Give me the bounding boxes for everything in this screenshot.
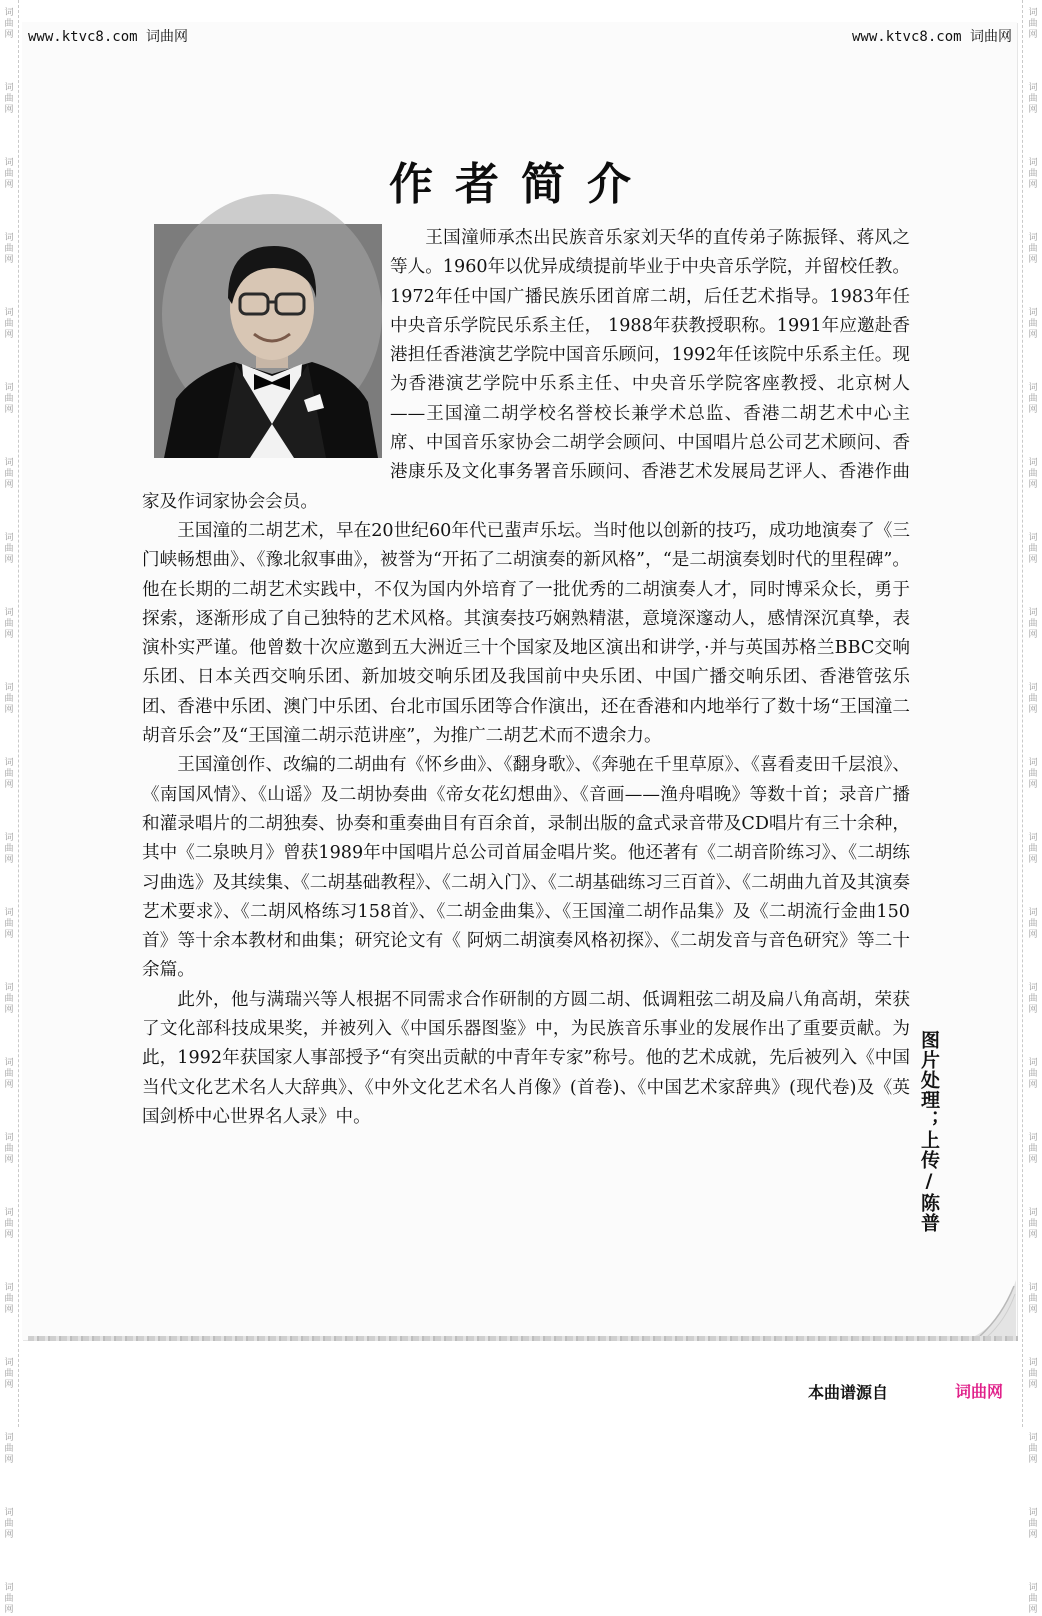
watermark-char: 曲	[1028, 1069, 1038, 1079]
watermark-unit	[1028, 458, 1037, 491]
watermark-char: 曲	[1028, 769, 1038, 779]
watermark-char: 词	[1028, 158, 1038, 168]
watermark-char: 曲	[1028, 994, 1038, 1004]
watermark-char: 网	[1028, 705, 1038, 715]
watermark-char: 词	[4, 308, 14, 318]
source-brand-link[interactable]: 词曲网	[955, 1382, 1004, 1401]
header-url-right[interactable]: www.ktvc8.com	[851, 29, 962, 45]
watermark-unit	[1028, 1508, 1037, 1541]
watermark-char: 词	[1028, 758, 1038, 768]
watermark-char: 词	[1028, 908, 1038, 918]
watermark-unit	[4, 908, 13, 941]
watermark-unit	[4, 1058, 13, 1091]
watermark-char: 网	[1028, 405, 1038, 415]
watermark-char: 词	[1028, 83, 1038, 93]
watermark-char: 网	[4, 705, 14, 715]
bio-paragraph-3: 王国潼创作、改编的二胡曲有《怀乡曲》、《翻身歌》、《奔驰在千里草原》、《喜看麦田千层浪》、《南国风情》、《山谣》及二胡协奏曲《帝女花幻想曲》、《音画——渔舟唱晚》等数十首；录音广播和灌录唱片的二胡独奏、协奏和重奏曲目有百余首，录制出版的盒式录音带及CD唱片有三十余种，其中《二泉映月》曾获1989年中国唱片总公司首届金唱片奖。他还著有《二胡音阶练习》、《二胡练习曲选》及其续集、《二胡基础教程》、《二胡入门》、《二胡基础练习三百首》、《二胡曲九首及其演奏艺术要求》、《二胡风格练习158首》、《二胡金曲集》、《王国潼二胡作品集》及《二胡流行金曲150首》等十余本教材和曲集；研究论文有《 阿炳二胡演奏风格初探》、《二胡发音与音色研究》等二十余篇。	[142, 755, 910, 981]
watermark-char: 曲	[1028, 1369, 1038, 1379]
watermark-char: 网	[4, 630, 14, 640]
watermark-char: 词	[1028, 983, 1038, 993]
watermark-char: 词	[4, 1358, 14, 1368]
watermark-char: 词	[4, 683, 14, 693]
watermark-char: 网	[1028, 1230, 1038, 1240]
watermark-char: 词	[1028, 833, 1038, 843]
watermark-char: 词	[1028, 1583, 1038, 1593]
watermark-char: 网	[4, 255, 14, 265]
watermark-unit	[4, 8, 13, 41]
watermark-unit	[1028, 308, 1037, 341]
watermark-char: 曲	[4, 1444, 14, 1454]
header-site-name-right[interactable]: 词曲网	[970, 29, 1012, 45]
watermark-unit	[1028, 1583, 1037, 1616]
watermark-char: 网	[4, 930, 14, 940]
watermark-char: 网	[1028, 1305, 1038, 1315]
watermark-unit	[1028, 8, 1037, 41]
watermark-unit	[1028, 1058, 1037, 1091]
watermark-char: 曲	[1028, 1444, 1038, 1454]
watermark-char: 词	[4, 83, 14, 93]
watermark-unit	[1028, 1208, 1037, 1241]
watermark-char: 网	[1028, 1530, 1038, 1540]
watermark-char: 网	[1028, 1005, 1038, 1015]
left-dashed-border	[18, 0, 20, 1427]
watermark-char: 网	[4, 555, 14, 565]
watermark-char: 词	[1028, 1133, 1038, 1143]
left-watermark-strip	[0, 0, 18, 1615]
watermark-char: 词	[4, 1508, 14, 1518]
watermark-unit	[4, 833, 13, 866]
page-title: 作者简介	[389, 159, 653, 210]
watermark-char: 词	[1028, 233, 1038, 243]
watermark-char: 网	[1028, 1080, 1038, 1090]
bio-paragraph-1: 王国潼师承杰出民族音乐家刘天华的直传弟子陈振铎、蒋风之等人。1960年以优异成绩提前毕业于中央音乐学院，并留校任教。1972年任中国广播民族乐团首席二胡，后任艺术指导。1983年任中央音乐学院民乐系主任， 1988年获教授职称。1991年应邀赴香港担任香港演艺学院中国音乐顾问，1992年任该院中乐系主任。现为香港演艺学院中乐系主任、中央音乐学院客座教授、北京树人——王国潼二胡学校名誉校长兼学术总监、香港二胡艺术中心主席、中国音乐家协会二胡学会顾问、中国唱片总公司艺术顾问、香港康乐及文化事务署音乐顾问、香港艺术发展局艺评人、香港作曲家及作词家协会会员。	[142, 228, 910, 512]
watermark-char: 网	[1028, 930, 1038, 940]
watermark-char: 词	[1028, 308, 1038, 318]
watermark-char: 网	[1028, 555, 1038, 565]
watermark-char: 曲	[4, 244, 14, 254]
watermark-char: 网	[4, 30, 14, 40]
watermark-char: 曲	[4, 844, 14, 854]
watermark-char: 网	[4, 1380, 14, 1390]
watermark-char: 曲	[1028, 19, 1038, 29]
watermark-char: 词	[1028, 1358, 1038, 1368]
header-site-name-left[interactable]: 词曲网	[146, 29, 189, 45]
watermark-char: 曲	[1028, 619, 1038, 629]
watermark-char: 网	[1028, 30, 1038, 40]
watermark-unit	[1028, 1358, 1037, 1391]
watermark-char: 网	[4, 180, 14, 190]
watermark-char: 网	[4, 105, 14, 115]
watermark-char: 词	[1028, 1208, 1038, 1218]
watermark-char: 词	[4, 533, 14, 543]
watermark-char: 网	[4, 330, 14, 340]
watermark-char: 曲	[4, 919, 14, 929]
watermark-char: 词	[1028, 608, 1038, 618]
watermark-char: 词	[4, 833, 14, 843]
watermark-char: 曲	[1028, 169, 1038, 179]
watermark-unit	[4, 983, 13, 1016]
watermark-char: 网	[4, 1605, 14, 1615]
watermark-char: 网	[4, 1455, 14, 1465]
watermark-char: 网	[4, 1230, 14, 1240]
watermark-unit	[1028, 1133, 1037, 1166]
watermark-char: 网	[4, 1080, 14, 1090]
watermark-char: 曲	[1028, 1219, 1038, 1229]
watermark-char: 词	[1028, 1283, 1038, 1293]
watermark-char: 网	[1028, 255, 1038, 265]
watermark-char: 词	[4, 1058, 14, 1068]
watermark-char: 曲	[4, 769, 14, 779]
watermark-char: 曲	[1028, 244, 1038, 254]
watermark-char: 曲	[4, 1069, 14, 1079]
watermark-char: 网	[1028, 480, 1038, 490]
watermark-char: 词	[1028, 458, 1038, 468]
watermark-char: 网	[1028, 630, 1038, 640]
watermark-char: 曲	[4, 1594, 14, 1604]
watermark-unit	[4, 458, 13, 491]
watermark-unit	[4, 1358, 13, 1391]
watermark-char: 曲	[4, 94, 14, 104]
watermark-unit	[1028, 983, 1037, 1016]
watermark-char: 曲	[1028, 694, 1038, 704]
watermark-char: 曲	[4, 994, 14, 1004]
watermark-unit	[4, 83, 13, 116]
watermark-char: 网	[1028, 1155, 1038, 1165]
watermark-unit	[4, 1133, 13, 1166]
watermark-char: 词	[1028, 8, 1038, 18]
right-dashed-border	[1022, 0, 1024, 1427]
watermark-unit	[1028, 1283, 1037, 1316]
watermark-char: 词	[4, 233, 14, 243]
watermark-char: 曲	[4, 619, 14, 629]
watermark-unit	[1028, 533, 1037, 566]
watermark-unit	[4, 1508, 13, 1541]
header-site-link-left[interactable]	[28, 26, 188, 46]
watermark-char: 网	[4, 405, 14, 415]
watermark-unit	[1028, 833, 1037, 866]
watermark-char: 词	[4, 983, 14, 993]
watermark-char: 曲	[4, 1219, 14, 1229]
watermark-char: 曲	[4, 544, 14, 554]
watermark-unit	[1028, 758, 1037, 791]
watermark-unit	[4, 1208, 13, 1241]
watermark-char: 曲	[4, 1519, 14, 1529]
bottom-edge-rule	[28, 1336, 1018, 1341]
watermark-char: 曲	[1028, 1519, 1038, 1529]
watermark-char: 曲	[1028, 544, 1038, 554]
watermark-char: 曲	[1028, 319, 1038, 329]
watermark-char: 网	[4, 1530, 14, 1540]
watermark-char: 曲	[1028, 919, 1038, 929]
watermark-char: 词	[4, 8, 14, 18]
watermark-char: 词	[1028, 533, 1038, 543]
watermark-char: 网	[4, 855, 14, 865]
watermark-char: 网	[1028, 330, 1038, 340]
watermark-unit	[4, 233, 13, 266]
author-bio-article	[142, 224, 910, 1132]
watermark-unit	[4, 608, 13, 641]
watermark-char: 曲	[4, 1144, 14, 1154]
watermark-unit	[4, 383, 13, 416]
source-label: 本曲谱源自	[808, 1383, 889, 1402]
watermark-unit	[1028, 608, 1037, 641]
watermark-char: 词	[1028, 1058, 1038, 1068]
watermark-char: 网	[1028, 1380, 1038, 1390]
watermark-char: 曲	[4, 469, 14, 479]
watermark-unit	[1028, 908, 1037, 941]
right-watermark-strip	[1024, 0, 1042, 1615]
watermark-char: 曲	[1028, 394, 1038, 404]
watermark-char: 词	[1028, 1433, 1038, 1443]
watermark-char: 曲	[4, 1369, 14, 1379]
watermark-unit	[1028, 1433, 1037, 1466]
watermark-unit	[4, 683, 13, 716]
page-curl-shadow	[960, 1280, 1016, 1340]
watermark-char: 词	[1028, 1508, 1038, 1518]
watermark-char: 网	[4, 1005, 14, 1015]
watermark-char: 网	[1028, 1455, 1038, 1465]
bio-paragraph-4: 此外，他与满瑞兴等人根据不同需求合作研制的方圆二胡、低调粗弦二胡及扁八角高胡，荣获了文化部科技成果奖，并被列入《中国乐器图鉴》中，为民族音乐事业的发展作出了重要贡献。为此，1992年获国家人事部授予“有突出贡献的中青年专家”称号。他的艺术成就，先后被列入《中国当代文化艺术名人大辞典》、《中外文化艺术名人肖像》(首卷)、《中国艺术家辞典》(现代卷)及《英国剑桥中心世界名人录》中。	[142, 989, 910, 1127]
watermark-unit	[4, 1283, 13, 1316]
watermark-char: 曲	[1028, 844, 1038, 854]
photo-float-spacer	[142, 224, 390, 464]
watermark-char: 曲	[1028, 1594, 1038, 1604]
bio-paragraph-2: 王国潼的二胡艺术，早在20世纪60年代已蜚声乐坛。当时他以创新的技巧，成功地演奏了《三门峡畅想曲》、《豫北叙事曲》，被誉为“开拓了二胡演奏的新风格”，“是二胡演奏划时代的里程碑”。他在长期的二胡艺术实践中，不仅为国内外培育了一批优秀的二胡演奏人才，同时博采众长，勇于探索，逐渐形成了自己独特的艺术风格。其演奏技巧娴熟精湛，意境深邃动人，感情深沉真挚，表演朴实严谨。他曾数十次应邀到五大洲近三十个国家及地区演出和讲学，·并与英国苏格兰BBC交响乐团、日本关西交响乐团、新加坡交响乐团及我国前中央乐团、中国广播交响乐团、香港管弦乐团、香港中乐团、澳门中乐团、台北市国乐团等合作演出，还在香港和内地举行了数十场“王国潼二胡音乐会”及“王国潼二胡示范讲座”，为推广二胡艺术而不遗余力。	[142, 520, 910, 747]
watermark-char: 网	[4, 780, 14, 790]
watermark-char: 网	[1028, 105, 1038, 115]
watermark-unit	[4, 308, 13, 341]
watermark-char: 曲	[4, 394, 14, 404]
watermark-char: 词	[4, 1208, 14, 1218]
watermark-char: 词	[4, 1283, 14, 1293]
upload-credit: 图片处理；上传/陈普	[918, 1030, 940, 1233]
watermark-char: 曲	[1028, 1144, 1038, 1154]
watermark-char: 词	[1028, 683, 1038, 693]
watermark-unit	[4, 1583, 13, 1616]
header-site-link-right[interactable]	[852, 26, 1012, 46]
watermark-char: 曲	[4, 169, 14, 179]
watermark-char: 网	[1028, 780, 1038, 790]
watermark-unit	[1028, 233, 1037, 266]
watermark-char: 网	[1028, 855, 1038, 865]
watermark-char: 词	[4, 383, 14, 393]
watermark-char: 词	[4, 908, 14, 918]
watermark-char: 词	[4, 158, 14, 168]
watermark-char: 词	[4, 608, 14, 618]
header-url-left[interactable]: www.ktvc8.com	[28, 29, 138, 45]
watermark-char: 曲	[4, 19, 14, 29]
watermark-char: 曲	[1028, 94, 1038, 104]
watermark-char: 词	[1028, 383, 1038, 393]
watermark-char: 网	[4, 1155, 14, 1165]
watermark-char: 网	[4, 1305, 14, 1315]
watermark-unit	[1028, 83, 1037, 116]
watermark-char: 曲	[4, 694, 14, 704]
watermark-unit	[4, 758, 13, 791]
watermark-char: 词	[4, 1133, 14, 1143]
watermark-char: 曲	[1028, 1294, 1038, 1304]
watermark-char: 曲	[4, 1294, 14, 1304]
watermark-char: 曲	[4, 319, 14, 329]
watermark-char: 网	[1028, 180, 1038, 190]
watermark-char: 曲	[1028, 469, 1038, 479]
watermark-char: 词	[4, 458, 14, 468]
watermark-unit	[4, 533, 13, 566]
watermark-unit	[1028, 683, 1037, 716]
watermark-unit	[1028, 383, 1037, 416]
watermark-char: 网	[1028, 1605, 1038, 1615]
watermark-char: 词	[4, 1433, 14, 1443]
watermark-char: 网	[4, 480, 14, 490]
watermark-char: 词	[4, 758, 14, 768]
watermark-char: 词	[4, 1583, 14, 1593]
watermark-unit	[4, 1433, 13, 1466]
